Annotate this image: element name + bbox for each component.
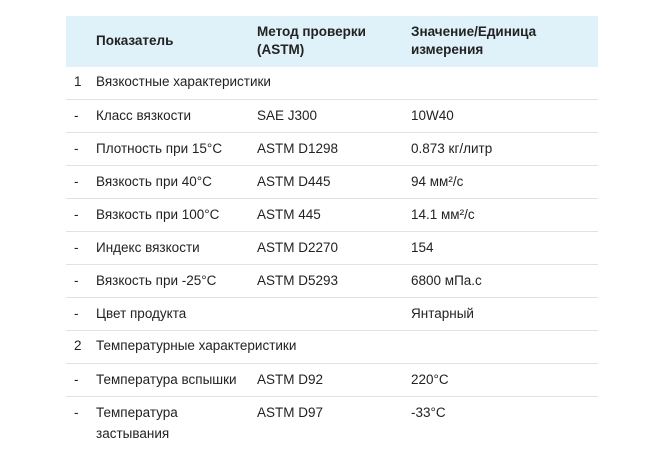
section-title: Вязкостные характеристики	[96, 74, 271, 89]
row-number: -	[74, 372, 79, 387]
row-parameter: Вязкость при -25°C	[96, 273, 217, 288]
table-header	[66, 16, 598, 67]
row-value: 94 мм²/с	[411, 174, 464, 189]
table-row	[66, 166, 598, 199]
header-method	[257, 23, 411, 59]
table-row	[66, 265, 598, 298]
row-parameter: Плотность при 15°C	[96, 141, 223, 156]
row-parameter: Цвет продукта	[96, 306, 187, 321]
row-parameter-line-2: застывания	[96, 426, 170, 441]
table-row	[66, 397, 598, 451]
section-title: Температурные характеристики	[96, 338, 297, 353]
header-parameter: Показатель	[96, 33, 174, 48]
header-method-line-1: Метод проверки	[257, 24, 366, 39]
row-number: -	[74, 240, 79, 255]
row-value: 0.873 кг/литр	[411, 141, 493, 156]
row-value: 220°C	[411, 372, 449, 387]
row-parameter: Индекс вязкости	[96, 240, 200, 255]
row-parameter: Вязкость при 100°C	[96, 207, 220, 222]
row-parameter: Класс вязкости	[96, 108, 192, 123]
row-parameter-line-1: Температура	[96, 405, 178, 420]
row-method: ASTM D445	[257, 174, 331, 189]
row-number: -	[74, 174, 79, 189]
table-row	[66, 364, 598, 397]
row-value: 10W40	[411, 108, 454, 123]
table-row	[66, 100, 598, 133]
specs-table	[66, 16, 598, 451]
row-method: ASTM 445	[257, 207, 321, 222]
row-method: ASTM D5293	[257, 273, 339, 288]
row-value: -33°C	[411, 405, 446, 420]
row-value: 14.1 мм²/с	[411, 207, 475, 222]
row-method: ASTM D97	[257, 405, 324, 420]
table-row	[66, 298, 598, 331]
row-number: -	[74, 306, 79, 321]
table-row	[66, 232, 598, 265]
header-value	[411, 23, 598, 59]
table-row	[66, 67, 598, 100]
row-value: 154	[411, 240, 434, 255]
row-method: ASTM D1298	[257, 141, 339, 156]
header-method-line-2: (ASTM)	[257, 42, 305, 57]
table-row	[66, 331, 598, 364]
row-parameter: Вязкость при 40°C	[96, 174, 212, 189]
row-number: -	[74, 141, 79, 156]
row-method: ASTM D2270	[257, 240, 339, 255]
header-value-line-2: измерения	[411, 42, 484, 57]
row-number: -	[74, 273, 79, 288]
row-number: 2	[74, 338, 82, 353]
row-number: 1	[74, 74, 82, 89]
row-method: SAE J300	[257, 108, 318, 123]
table-row	[66, 133, 598, 166]
row-number: -	[74, 405, 79, 420]
table-row	[66, 199, 598, 232]
row-method: ASTM D92	[257, 372, 324, 387]
header-value-line-1: Значение/Единица	[411, 24, 537, 39]
row-number: -	[74, 108, 79, 123]
row-parameter	[96, 402, 257, 444]
row-number: -	[74, 207, 79, 222]
row-value: Янтарный	[411, 306, 474, 321]
row-value: 6800 мПа.с	[411, 273, 482, 288]
row-parameter: Температура вспышки	[96, 372, 237, 387]
